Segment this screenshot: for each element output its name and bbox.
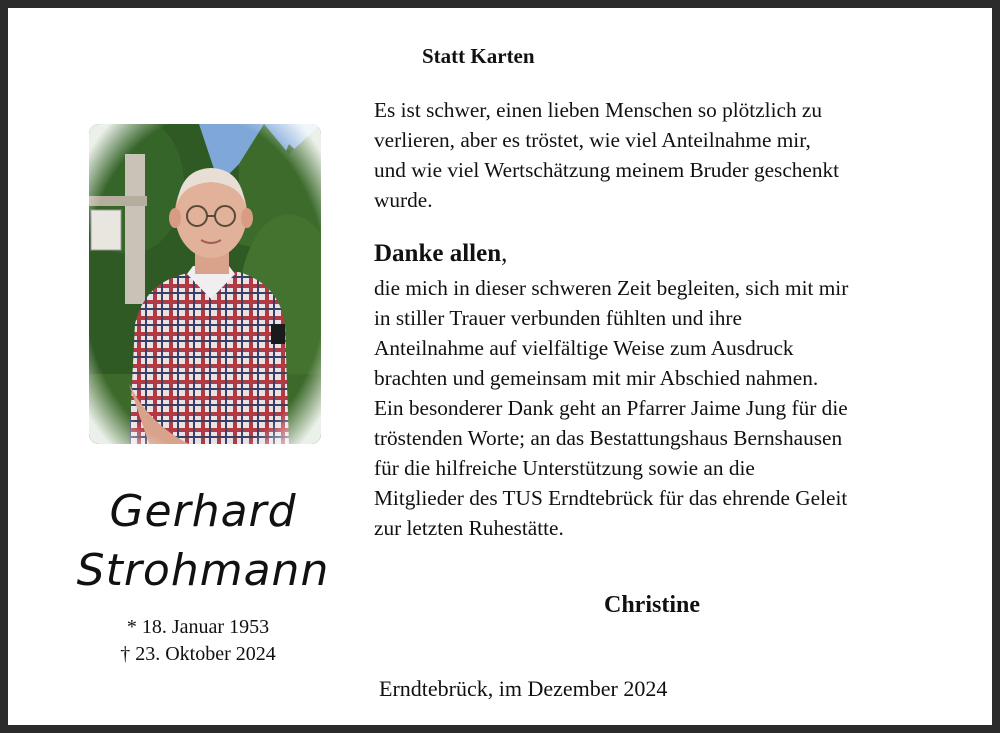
- body-line: Anteilnahme auf vielfältige Weise zum Ausdruck: [374, 336, 794, 360]
- intro-line: verlieren, aber es tröstet, wie viel Anteilnahme mir,: [374, 128, 811, 152]
- death-date: † 23. Oktober 2024: [120, 643, 276, 665]
- deceased-first-name: Gerhard: [109, 486, 297, 537]
- thanks-paragraph: [374, 273, 964, 543]
- intro-line: Es ist schwer, einen lieben Menschen so plötzlich zu: [374, 98, 823, 122]
- thanks-bold-text: Danke allen: [374, 240, 502, 267]
- intro-paragraph: [374, 95, 964, 215]
- intro-line: wurde.: [374, 188, 433, 212]
- deceased-last-name: Strohmann: [76, 545, 330, 596]
- body-line: Ein besonderer Dank geht an Pfarrer Jaime Jung für die: [374, 396, 848, 420]
- body-line: für die hilfreiche Unterstützung sowie an die: [374, 456, 755, 480]
- portrait-illustration: [89, 124, 321, 444]
- portrait-frame: [76, 108, 334, 460]
- notice-heading: Statt Karten: [422, 44, 535, 68]
- body-line: Mitglieder des TUS Erndtebrück für das ehrende Geleit: [374, 486, 848, 510]
- thanks-heading: [374, 240, 507, 268]
- body-line: brachten und gemeinsam mit mir Abschied nahmen.: [374, 366, 819, 390]
- portrait-photo: [89, 124, 321, 444]
- thanks-comma: ,: [501, 240, 508, 267]
- body-line: zur letzten Ruhestätte.: [374, 516, 564, 540]
- signer-name: Christine: [604, 592, 700, 618]
- birth-date: * 18. Januar 1953: [126, 616, 270, 638]
- intro-line: und wie viel Wertschätzung meinem Bruder geschenkt: [374, 158, 840, 182]
- body-line: in stiller Trauer verbunden fühlten und ihre: [374, 306, 742, 330]
- body-line: die mich in dieser schweren Zeit begleiten, sich mit mir: [374, 276, 849, 300]
- body-line: tröstenden Worte; an das Bestattungshaus Bernshausen: [374, 426, 843, 450]
- place-and-date: Erndtebrück, im Dezember 2024: [379, 676, 668, 701]
